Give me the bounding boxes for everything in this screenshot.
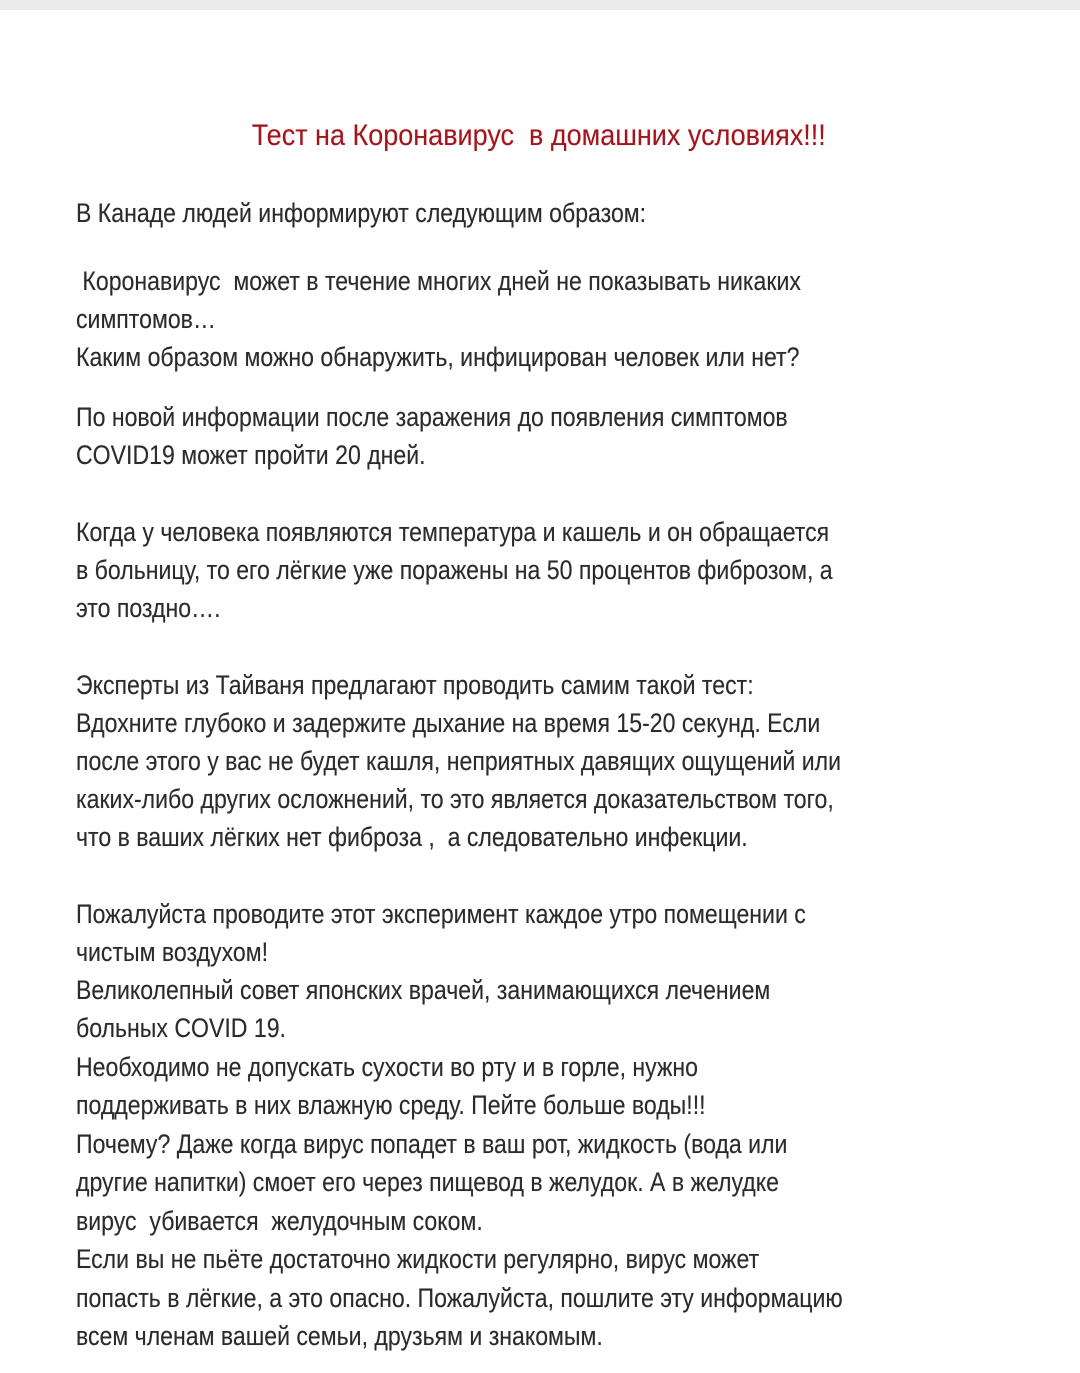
text-line: COVID19 может пройти 20 дней. <box>76 440 426 470</box>
top-gray-bar <box>0 0 1080 10</box>
text-line: каких-либо других осложнений, то это является доказательством того, <box>76 784 834 814</box>
text-line: в больницу, то его лёгкие уже поражены на 50 процентов фиброзом, а <box>76 555 833 585</box>
text-line: Пожалуйста проводите этот эксперимент каждое утро помещении с <box>76 899 806 929</box>
text-line: чистым воздухом! <box>76 937 269 967</box>
text-line: Почему? Даже когда вирус попадет в ваш рот, жидкость (вода или <box>76 1129 788 1159</box>
text-line: всем членам вашей семьи, друзьям и знакомым. <box>76 1321 603 1351</box>
text-line: Эксперты из Тайваня предлагают проводить самим такой тест: <box>76 670 754 700</box>
text-line: другие напитки) смоет его через пищевод в желудок. А в желудке <box>76 1167 779 1197</box>
text-line: Вдохните глубоко и задержите дыхание на время 15-20 секунд. Если <box>76 708 821 738</box>
text-line: вирус убивается желудочным соком. <box>76 1206 483 1236</box>
text-line: попасть в лёгкие, а это опасно. Пожалуйста, пошлите эту информацию <box>76 1283 843 1313</box>
text-line: Когда у человека появляются температура и кашель и он обращается <box>76 517 830 547</box>
text-line: Если вы не пьёте достаточно жидкости регулярно, вирус может <box>76 1244 760 1274</box>
text-line: В Канаде людей информируют следующим образом: <box>76 198 647 228</box>
text-line: это поздно…. <box>76 593 221 623</box>
text-line: симптомов… <box>76 304 217 334</box>
text-line: больных COVID 19. <box>76 1013 286 1043</box>
text-line: поддерживать в них влажную среду. Пейте больше воды!!! <box>76 1090 706 1120</box>
text-line: Коронавирус может в течение многих дней не показывать никаких <box>76 266 801 296</box>
text-line: Каким образом можно обнаружить, инфицирован человек или нет? <box>76 342 800 372</box>
document-title: Тест на Коронавирус в домашних условиях!!! <box>251 119 826 152</box>
text-line: По новой информации после заражения до появления симптомов <box>76 402 788 432</box>
text-line: Великолепный совет японских врачей, занимающихся лечением <box>76 975 771 1005</box>
text-line: что в ваших лёгких нет фиброза , а следовательно инфекции. <box>76 822 748 852</box>
text-line: Необходимо не допускать сухости во рту и в горле, нужно <box>76 1052 699 1082</box>
text-line: после этого у вас не будет кашля, неприятных давящих ощущений или <box>76 746 842 776</box>
